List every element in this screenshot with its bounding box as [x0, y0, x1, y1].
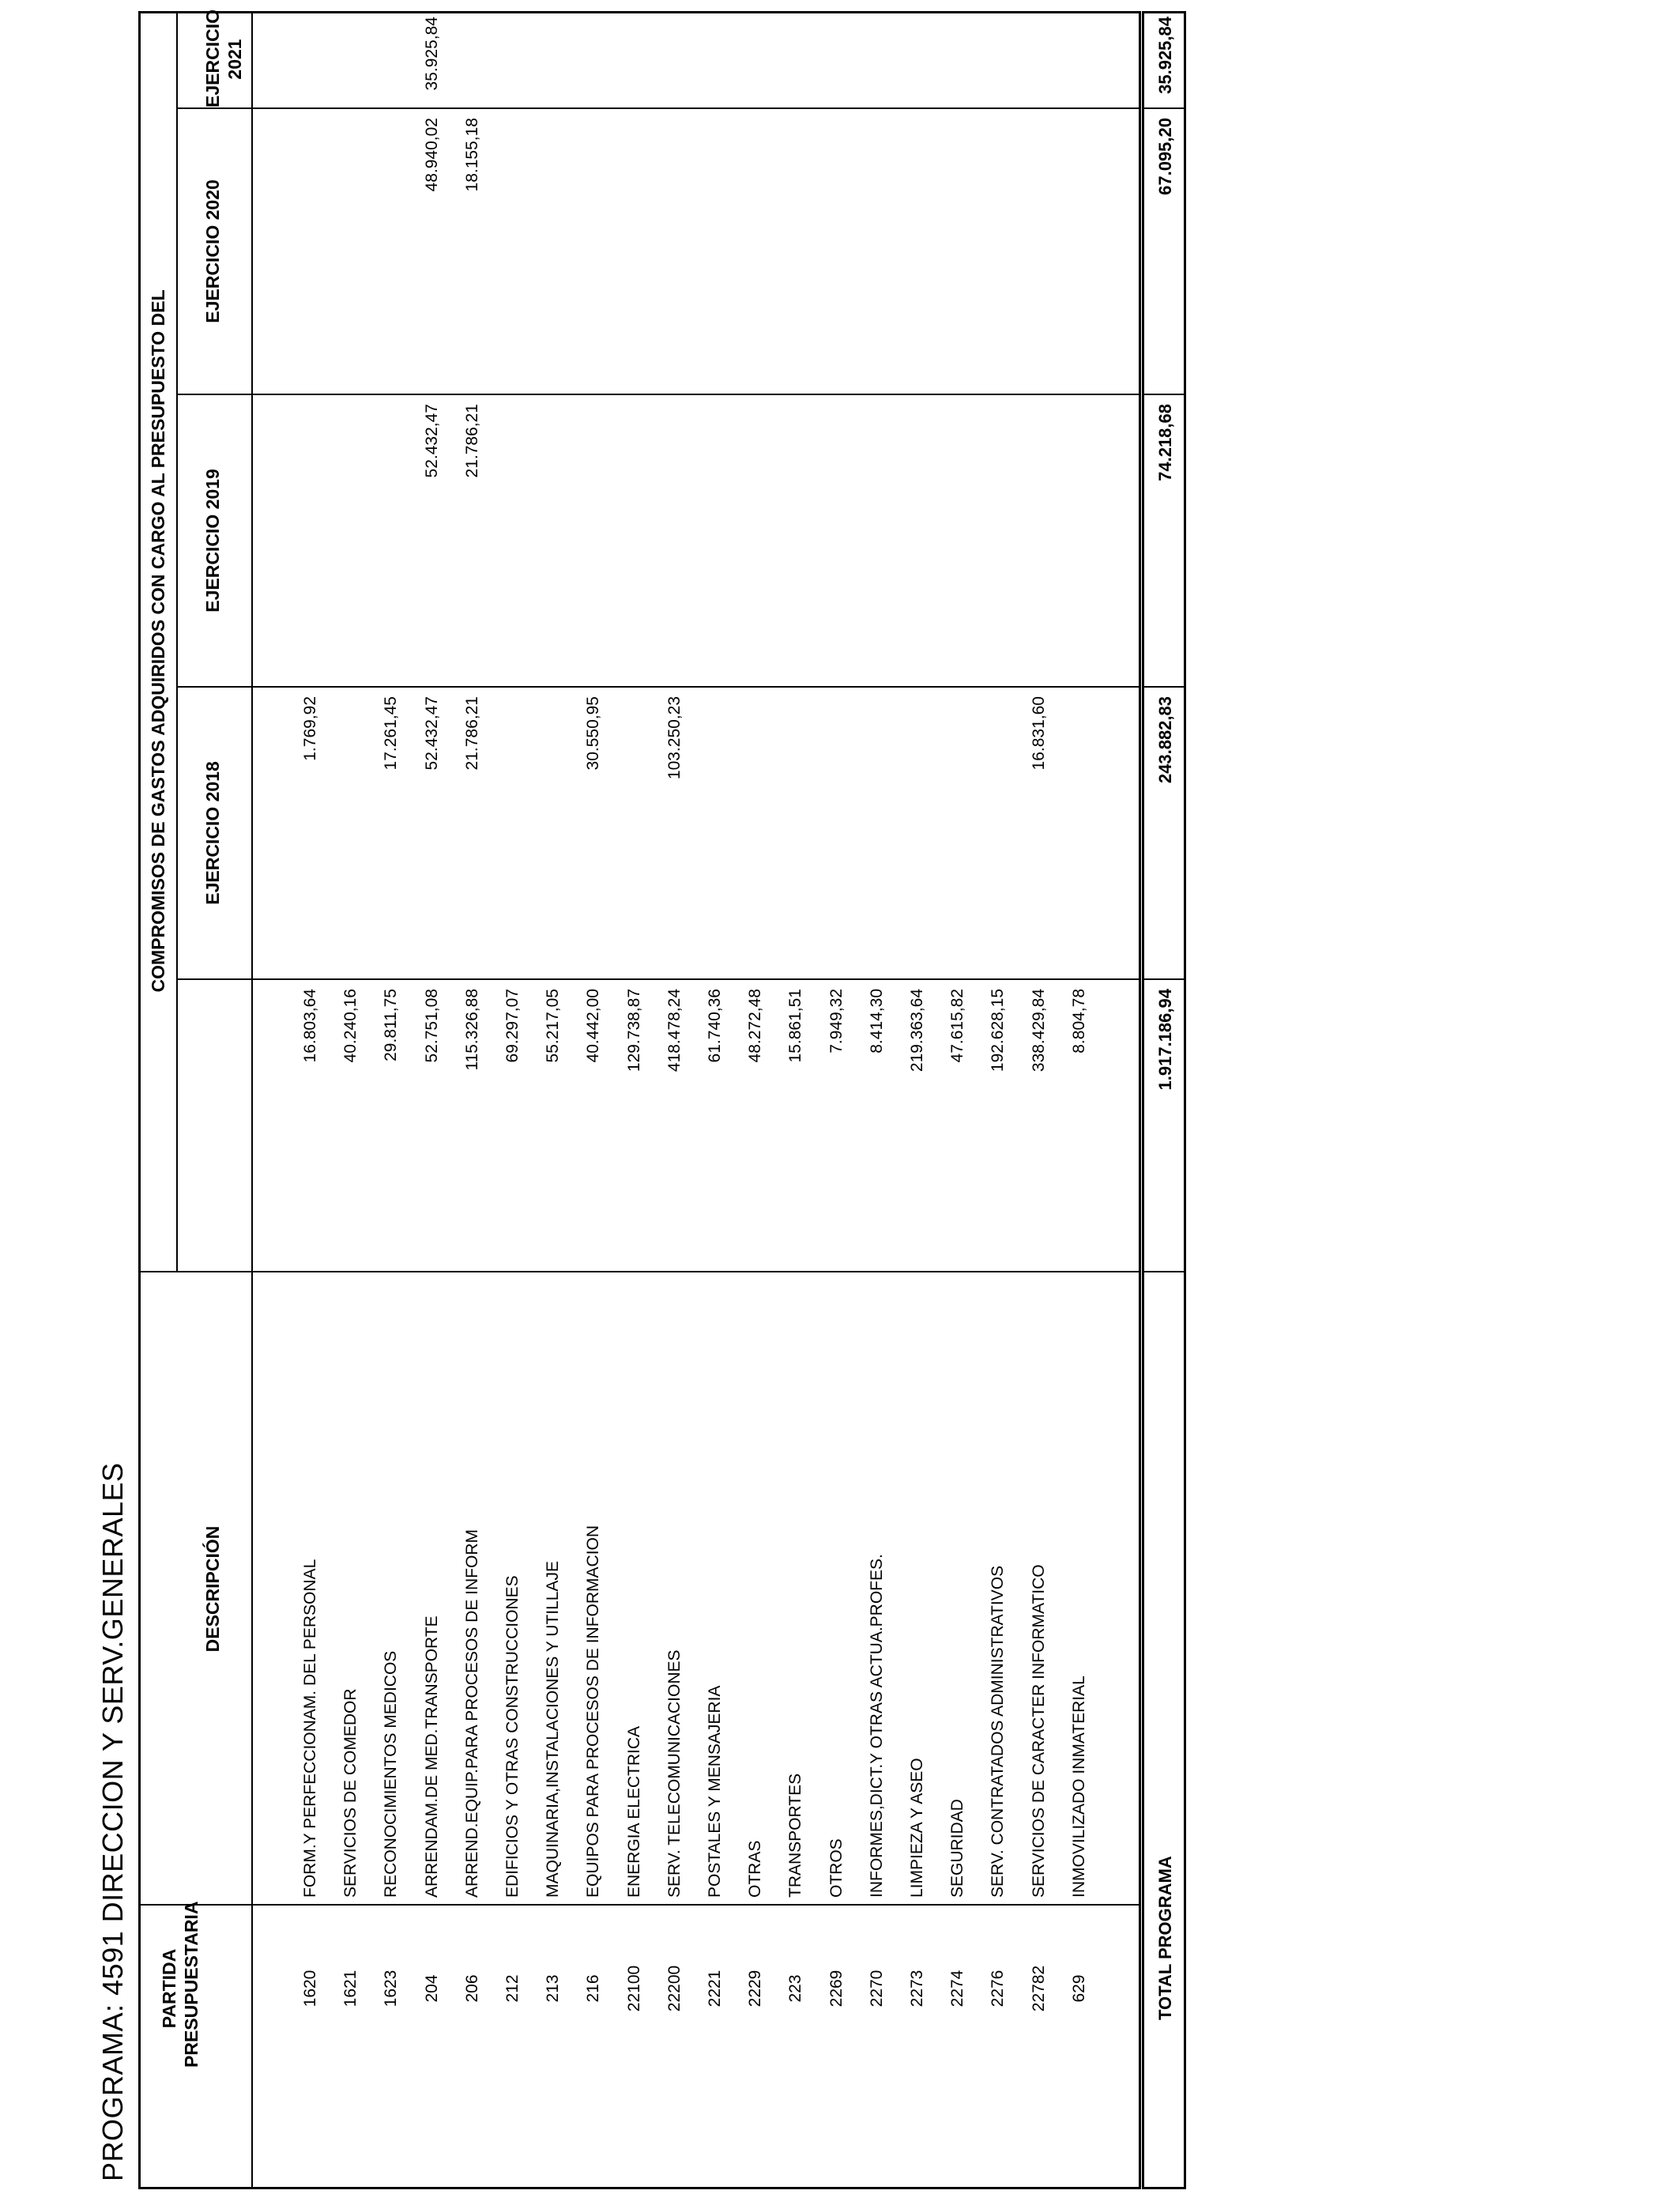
descripcion-cell: EQUIPOS PARA PROCESOS DE INFORMACION — [584, 1525, 602, 1898]
amount-ej2018: 8.804,78 — [1070, 989, 1088, 1054]
amount-ej2021: 18.155,18 — [463, 118, 481, 192]
page-title: PROGRAMA: 4591 DIRECCION Y SERV.GENERALES — [96, 1462, 129, 2181]
header-ejercicio-2021: EJERCICIO 2021 — [202, 9, 245, 107]
partida-code: 2274 — [948, 1970, 966, 2007]
descripcion-cell: LIMPIEZA Y ASEO — [908, 1758, 926, 1898]
descripcion-cell: FORM.Y PERFECCIONAM. DEL PERSONAL — [301, 1559, 319, 1898]
partida-code: 22200 — [665, 1965, 684, 2012]
descripcion-cell: SERVICIOS DE CARACTER INFORMATICO — [1030, 1564, 1048, 1898]
total-ej2018: 1.917.186,94 — [1155, 989, 1175, 1091]
amount-ej2018: 40.442,00 — [584, 989, 602, 1063]
total-divider-2019 — [1142, 686, 1186, 688]
descripcion-cell: SERVICIOS DE COMEDOR — [341, 1688, 360, 1898]
descripcion-cell: OTROS — [827, 1838, 846, 1898]
col-divider-2020 — [176, 394, 1141, 395]
partida-code: 22782 — [1030, 1965, 1048, 2012]
amount-ej2018: 338.429,84 — [1030, 989, 1048, 1072]
amount-ej2018: 61.740,36 — [706, 989, 724, 1063]
partida-code: 2273 — [908, 1970, 926, 2007]
descripcion-cell: POSTALES Y MENSAJERIA — [706, 1685, 724, 1898]
amount-ej2018: 16.803,64 — [301, 989, 319, 1063]
partida-code: 1621 — [341, 1970, 360, 2007]
descripcion-cell: INFORMES,DICT.Y OTRAS ACTUA.PROFES. — [868, 1554, 886, 1898]
amount-ej2018: 47.615,82 — [948, 989, 966, 1063]
header-partida: PARTIDA PRESUPUESTARIA — [159, 1901, 202, 2068]
descripcion-cell: SEGURIDAD — [948, 1799, 966, 1898]
partida-code: 216 — [584, 1974, 602, 2003]
amount-ej2019: 17.261,45 — [382, 696, 400, 771]
descripcion-cell: ENERGIA ELECTRICA — [625, 1725, 643, 1898]
descripcion-cell: TRANSPORTES — [786, 1773, 804, 1898]
amount-ej2019: 1.769,92 — [301, 696, 319, 761]
descripcion-cell: MAQUINARIA,INSTALACIONES Y UTILLAJE — [544, 1561, 562, 1898]
descripcion-cell: SERV. CONTRATADOS ADMINISTRATIVOS — [989, 1565, 1007, 1898]
total-ej2021: 67.095,20 — [1155, 118, 1175, 195]
header-group: COMPROMISOS DE GASTOS ADQUIRIDOS CON CARGO AL PRESUPUESTO DEL — [148, 289, 168, 993]
amount-ej2018: 55.217,05 — [544, 989, 562, 1063]
col-divider-2021 — [176, 107, 1141, 109]
total-divider-2020 — [1142, 394, 1186, 395]
partida-code: 212 — [503, 1974, 522, 2003]
amount-ej2019: 21.786,21 — [463, 696, 481, 771]
amount-ej2018: 69.297,07 — [503, 989, 522, 1063]
amount-ej2019: 52.432,47 — [423, 696, 441, 771]
descripcion-cell: INMOVILIZADO INMATERIAL — [1070, 1676, 1088, 1898]
partida-code: 213 — [544, 1974, 562, 2003]
descripcion-cell: ARREND.EQUIP.PARA PROCESOS DE INFORM — [463, 1529, 481, 1898]
descripcion-cell: OTRAS — [746, 1840, 764, 1898]
total-divider-2018 — [1142, 978, 1186, 980]
descripcion-cell: SERV. TELECOMUNICACIONES — [665, 1649, 684, 1898]
header-descripcion: DESCRIPCIÓN — [202, 1525, 223, 1653]
partida-code: 206 — [463, 1974, 481, 2003]
total-label: TOTAL PROGRAMA — [1155, 1856, 1175, 2020]
amount-ej2018: 29.811,75 — [382, 989, 400, 1061]
amount-ej2018: 115.326,88 — [463, 989, 481, 1071]
partida-code: 2221 — [706, 1970, 724, 2007]
amount-ej2018: 52.751,08 — [423, 989, 441, 1063]
amount-ej2020: 21.786,21 — [463, 404, 481, 478]
group-header-divider — [176, 11, 178, 1272]
amount-ej2018: 40.240,16 — [341, 989, 360, 1063]
amount-ej2018: 192.628,15 — [989, 989, 1007, 1072]
amount-ej2018: 48.272,48 — [746, 989, 764, 1063]
header-ejercicio-2018: EJERCICIO 2018 — [202, 761, 223, 905]
total-ej2019: 243.882,83 — [1155, 696, 1175, 784]
amount-ej2019: 16.831,60 — [1030, 696, 1048, 771]
amount-sucesivos: 35.925,84 — [423, 17, 441, 91]
amount-ej2018: 15.861,51 — [786, 989, 804, 1063]
header-ejercicio-2020: EJERCICIO 2020 — [202, 179, 223, 323]
partida-code: 1623 — [382, 1970, 400, 2007]
partida-code: 223 — [786, 1974, 804, 2003]
amount-ej2020: 52.432,47 — [423, 404, 441, 478]
amount-ej2018: 7.949,32 — [827, 989, 846, 1054]
col-divider-partida — [138, 1904, 1141, 1906]
header-ejercicio-2019: EJERCICIO 2019 — [202, 469, 223, 613]
col-divider-desc — [138, 1271, 1141, 1272]
col-divider-2018 — [176, 978, 1141, 980]
amount-ej2019: 103.250,23 — [665, 696, 684, 780]
total-divider-desc — [1142, 1271, 1186, 1272]
amount-ej2018: 219.363,64 — [908, 989, 926, 1072]
partida-code: 22100 — [625, 1965, 643, 2012]
descripcion-cell: ARRENDAM.DE MED.TRANSPORTE — [423, 1615, 441, 1898]
partida-code: 2270 — [868, 1970, 886, 2007]
partida-code: 2269 — [827, 1970, 846, 2007]
amount-ej2021: 48.940,02 — [423, 118, 441, 192]
descripcion-cell: EDIFICIOS Y OTRAS CONSTRUCCIONES — [503, 1575, 522, 1898]
header-divider — [251, 11, 253, 2189]
partida-code: 2229 — [746, 1970, 764, 2007]
amount-ej2018: 129.738,87 — [625, 989, 643, 1072]
amount-ej2018: 8.414,30 — [868, 989, 886, 1054]
partida-code: 2276 — [989, 1970, 1007, 2007]
amount-ej2018: 418.478,24 — [665, 989, 684, 1072]
total-ej2020: 74.218,68 — [1155, 404, 1175, 481]
partida-code: 204 — [423, 1974, 441, 2003]
total-sucesivos: 35.925,84 — [1155, 17, 1175, 94]
descripcion-cell: RECONOCIMIENTOS MEDICOS — [382, 1650, 400, 1898]
col-divider-2019 — [176, 686, 1141, 688]
partida-code: 1620 — [301, 1970, 319, 2007]
partida-code: 629 — [1070, 1974, 1088, 2003]
amount-ej2019: 30.550,95 — [584, 696, 602, 771]
